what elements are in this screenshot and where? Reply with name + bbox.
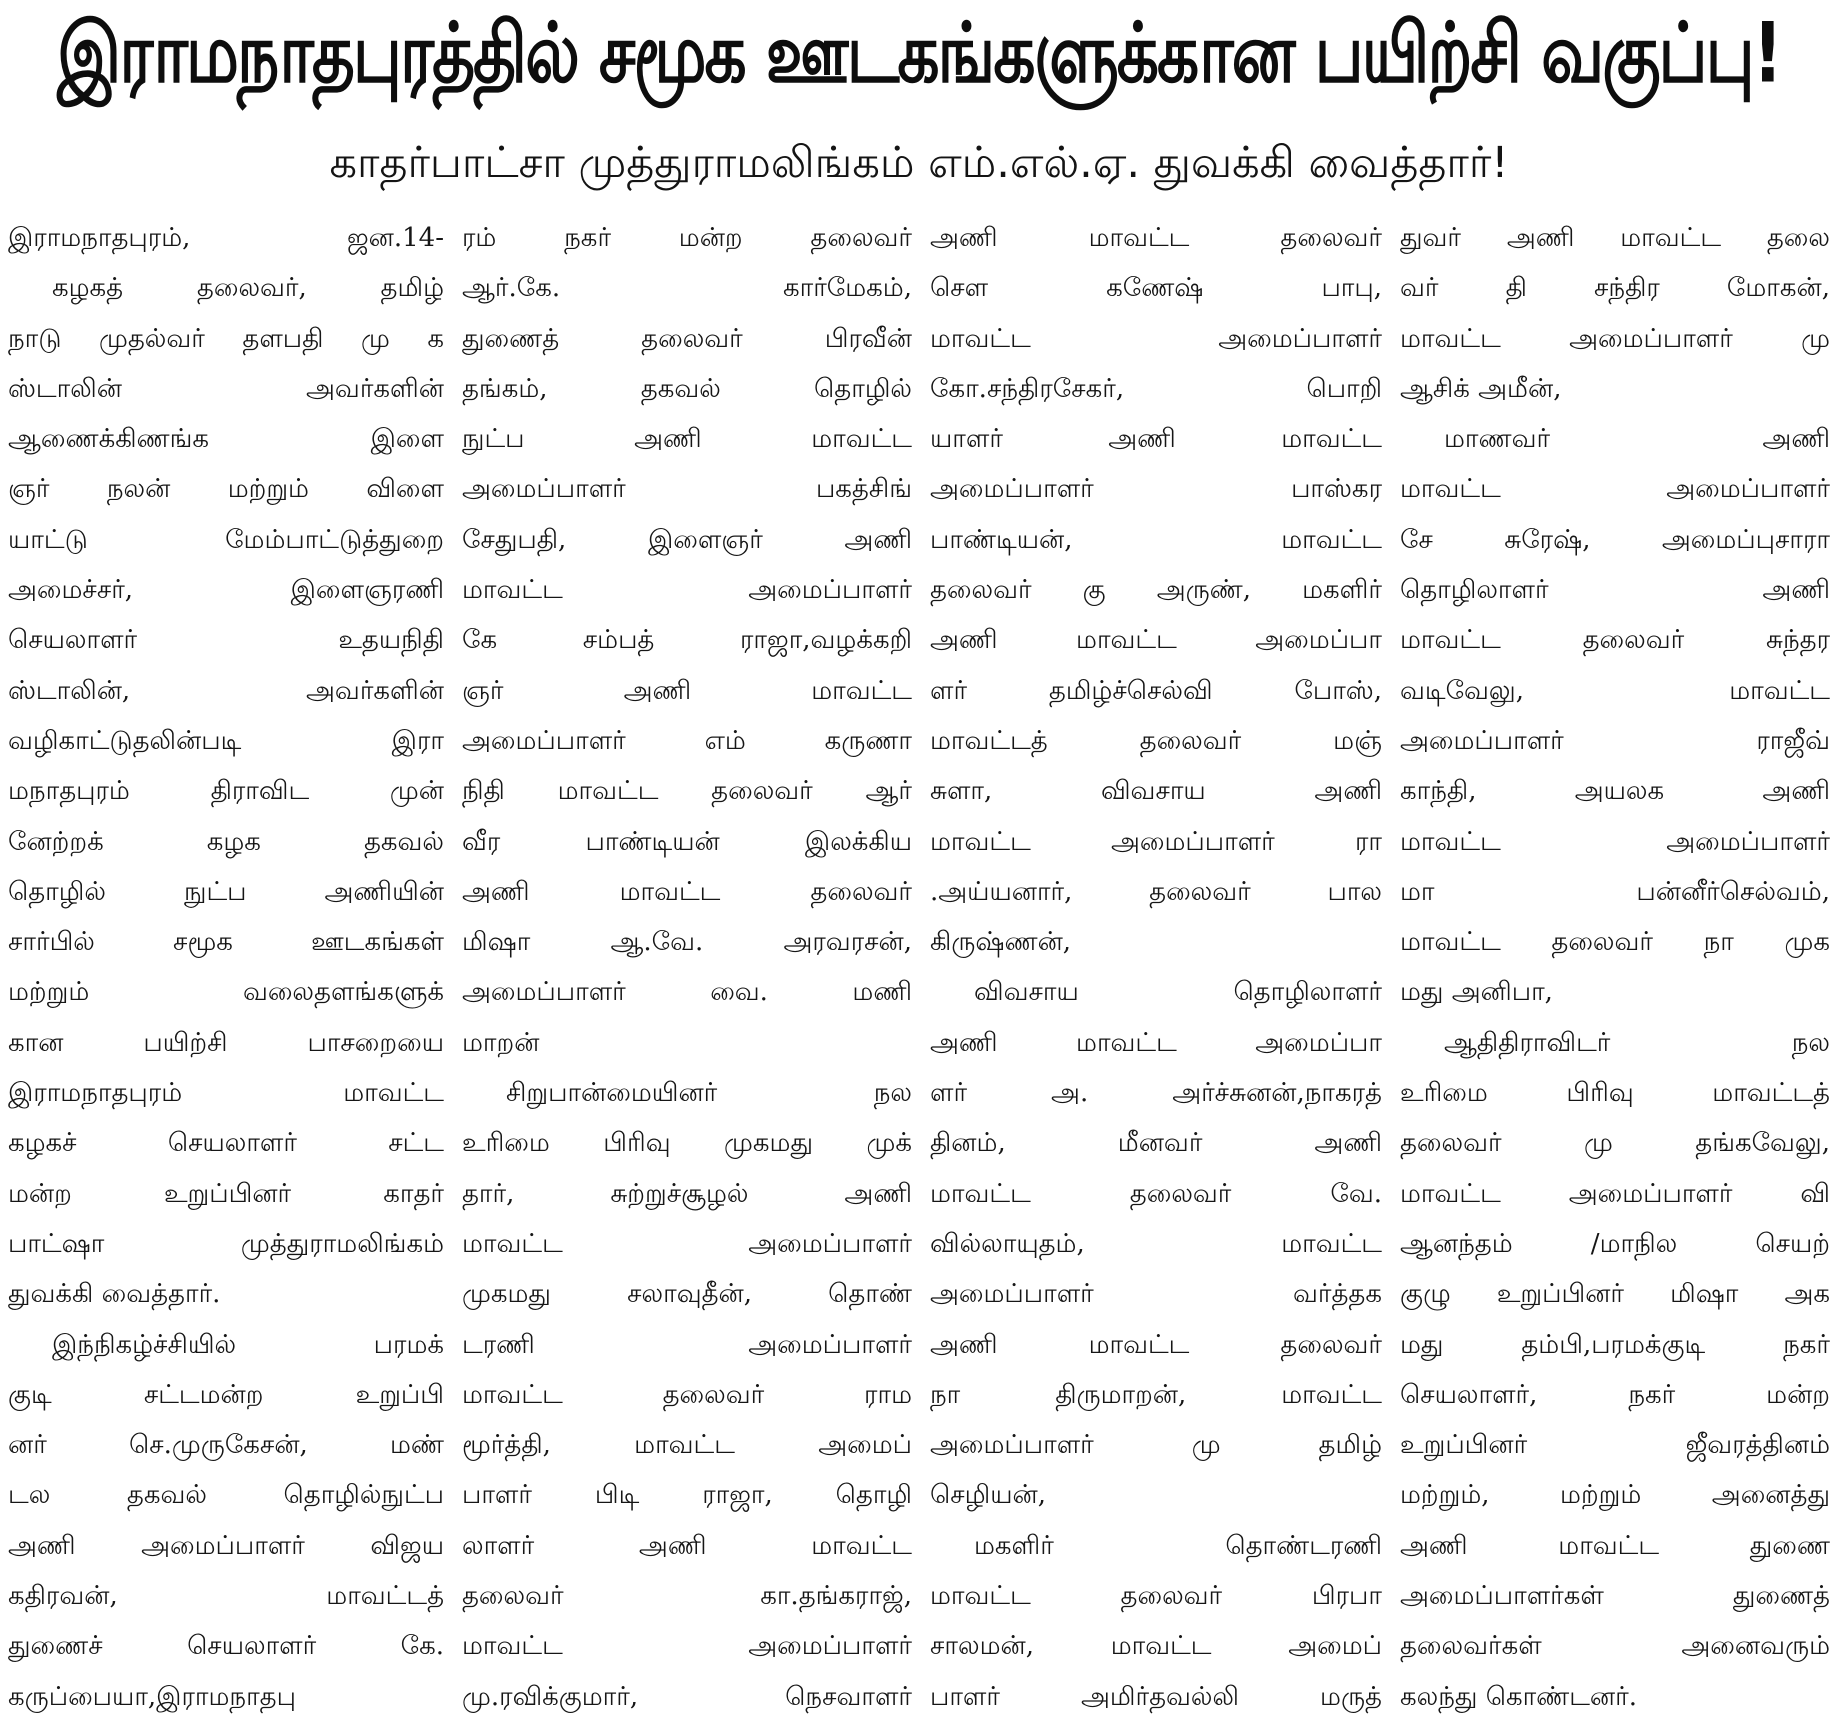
article-text-line: தங்கம், தகவல் தொழில் xyxy=(462,373,912,404)
article-text-line: பாண்டியன், மாவட்ட xyxy=(930,524,1382,555)
article-text-line: கான பயிற்சி பாசறையை xyxy=(8,1027,444,1058)
article-text-line: நுட்ப அணி மாவட்ட xyxy=(462,424,912,455)
article-text-line: இராமநாதபுரம், ஜன.14- xyxy=(8,223,444,253)
article-text-line: மாவட்ட அமைப்பாளர் xyxy=(462,1631,912,1662)
headline: இராமநாதபுரத்தில் சமூக ஊடகங்களுக்கான பயிற்சி வகுப்பு! xyxy=(57,5,1781,102)
article-text-line: செழியன், xyxy=(930,1480,1046,1511)
article-text-line: ஞர் அணி மாவட்ட xyxy=(462,675,912,706)
article-text-line: தொழிலாளர் அணி xyxy=(1400,575,1830,606)
article-text-line: கழகத் தலைவர், தமிழ் xyxy=(52,273,444,304)
article-text-line: கே சம்பத் ராஜா,வழக்கறி xyxy=(462,625,912,656)
article-column-3 xyxy=(930,213,1382,1722)
article-text-line: தலைவர் மு தங்கவேலு, xyxy=(1400,1128,1830,1159)
article-text-line: வர் தி சந்திர மோகன், xyxy=(1400,273,1830,304)
article-text-line: அமைப்பாளர் பாஸ்கர xyxy=(930,474,1382,505)
article-text-line: பாட்ஷா முத்துராமலிங்கம் xyxy=(8,1228,444,1259)
article-text-line: கழகச் செயலாளர் சட்ட xyxy=(8,1128,444,1159)
article-text-line: மாவட்ட அமைப்பாளர் xyxy=(462,575,912,606)
article-text-line: மாவட்ட அமைப்பாளர் xyxy=(930,323,1382,354)
article-text-line: ஸ்டாலின், அவர்களின் xyxy=(8,675,444,706)
article-text-line: அமைப்பாளர் மு தமிழ் xyxy=(930,1430,1382,1461)
article-text-line: மாவட்ட அமைப்பாளர் xyxy=(462,1228,912,1259)
article-text-line: அமைப்பாளர் எம் கருணா xyxy=(462,725,912,756)
article-text-line: அமைப்பாளர் ராஜீவ் xyxy=(1400,725,1830,756)
article-text-line: மிஷா ஆ.வே. அரவரசன், xyxy=(462,927,912,958)
article-text-line: விவசாய தொழிலாளர் xyxy=(974,977,1382,1008)
article-text-line: மாவட்ட தலைவர் பிரபா xyxy=(930,1581,1382,1612)
article-text-line: நிதி மாவட்ட தலைவர் ஆர் xyxy=(462,776,912,807)
article-text-line: மாவட்ட அமைப்பாளர் xyxy=(1400,474,1830,505)
article-text-line: மாவட்ட தலைவர் ராம xyxy=(462,1379,912,1410)
article-text-line: குடி சட்டமன்ற உறுப்பி xyxy=(8,1379,444,1410)
article-text-line: கலந்து கொண்டனர். xyxy=(1400,1681,1637,1712)
article-text-line: டரணி அமைப்பாளர் xyxy=(462,1329,912,1360)
article-text-line: கருப்பையா,இராமநாதபு xyxy=(8,1681,296,1712)
article-text-line: மாவட்டத் தலைவர் மஞ் xyxy=(930,725,1382,756)
article-text-line: ஆணைக்கிணங்க இளை xyxy=(8,424,444,455)
article-text-line: மற்றும் வலைதளங்களுக் xyxy=(8,977,444,1008)
article-text-line: சாலமன், மாவட்ட அமைப் xyxy=(930,1631,1382,1662)
article-text-line: மகளிர் தொண்டரணி xyxy=(974,1530,1382,1561)
article-text-line: தினம், மீனவர் அணி xyxy=(930,1128,1382,1159)
article-text-line: தொழில் நுட்ப அணியின் xyxy=(8,876,444,907)
article-text-line: ஆதிதிராவிடர் நல xyxy=(1444,1027,1830,1058)
article-text-line: வழிகாட்டுதலின்படி இரா xyxy=(8,725,444,756)
article-text-line: மா பன்னீர்செல்வம், xyxy=(1400,876,1830,907)
article-text-line: ஆனந்தம் /மாநில செயற் xyxy=(1400,1228,1830,1259)
article-text-line: மாவட்ட தலைவர் நா முக xyxy=(1400,927,1830,958)
article-column-1 xyxy=(8,213,444,1722)
article-text-line: மது அனிபா, xyxy=(1400,977,1553,1008)
article-text-line: யாளர் அணி மாவட்ட xyxy=(930,424,1382,455)
article-text-line: அணி மாவட்ட தலைவர் xyxy=(930,223,1382,253)
article-column-2 xyxy=(462,213,912,1722)
article-text-line: கதிரவன், மாவட்டத் xyxy=(8,1581,444,1612)
article-text-line: மநாதபுரம் திராவிட முன் xyxy=(8,776,444,807)
article-text-line: முகமது சலாவுதீன், தொண் xyxy=(462,1279,912,1310)
article-text-line: மாவட்ட தலைவர் சுந்தர xyxy=(1400,625,1830,656)
article-text-line: சுளா, விவசாய அணி xyxy=(930,776,1382,807)
article-text-line: அணி மாவட்ட துணை xyxy=(1400,1530,1830,1561)
article-text-line: உரிமை பிரிவு முகமது முக் xyxy=(462,1128,912,1159)
article-text-line: சே சுரேஷ், அமைப்புசாரா xyxy=(1400,524,1830,555)
article-text-line: அமைப்பாளர்கள் துணைத் xyxy=(1400,1581,1830,1612)
article-text-line: இந்நிகழ்ச்சியில் பரமக் xyxy=(52,1329,444,1360)
article-text-line: ளர் தமிழ்ச்செல்வி போஸ், xyxy=(930,675,1382,706)
article-text-line: யாட்டு மேம்பாட்டுத்துறை xyxy=(8,524,444,555)
article-text-line: அணி மாவட்ட அமைப்பா xyxy=(930,1027,1382,1058)
article-text-line: ஸ்டாலின் அவர்களின் xyxy=(8,373,444,404)
article-text-line: செயலாளர், நகர் மன்ற xyxy=(1400,1379,1830,1410)
article-text-line: வில்லாயுதம், மாவட்ட xyxy=(930,1228,1382,1259)
article-text-line: அணி அமைப்பாளர் விஜய xyxy=(8,1530,444,1561)
article-text-line: குழு உறுப்பினர் மிஷா அக xyxy=(1400,1279,1830,1310)
article-text-line: நாடு முதல்வர் தளபதி மு க xyxy=(8,323,444,354)
article-text-line: உறுப்பினர் ஜீவரத்தினம் xyxy=(1400,1430,1830,1461)
article-text-line: பாளர் அமிர்தவல்லி மருத் xyxy=(930,1681,1382,1712)
article-text-line: அமைப்பாளர் வர்த்தக xyxy=(930,1279,1382,1310)
article-text-line: அமைப்பாளர் பகத்சிங் xyxy=(462,474,912,505)
article-text-line: ஞர் நலன் மற்றும் விளை xyxy=(8,474,444,505)
article-text-line: தலைவர் கா.தங்கராஜ், xyxy=(462,1581,912,1612)
article-text-line: தலைவர் கு அருண், மகளிர் xyxy=(930,575,1382,606)
article-text-line: அணி மாவட்ட தலைவர் xyxy=(930,1329,1382,1360)
article-text-line: மூர்த்தி, மாவட்ட அமைப் xyxy=(462,1430,912,1461)
article-text-line: தார், சுற்றுச்சூழல் அணி xyxy=(462,1178,912,1209)
article-text-line: ரம் நகர் மன்ற தலைவர் xyxy=(462,223,912,253)
article-text-line: ஆசிக் அமீன், xyxy=(1400,373,1562,404)
article-text-line: மாவட்ட அமைப்பாளர் ரா xyxy=(930,826,1382,857)
article-text-line: பாளர் பிடி ராஜா, தொழி xyxy=(462,1480,912,1511)
article-text-line: துவர் அணி மாவட்ட தலை xyxy=(1400,223,1830,253)
article-text-line: ளர் அ. அர்ச்சுனன்,நாகரத் xyxy=(930,1078,1382,1109)
article-text-line: .அய்யனார், தலைவர் பால xyxy=(930,876,1382,907)
article-text-line: அணி மாவட்ட அமைப்பா xyxy=(930,625,1382,656)
subheadline: காதர்பாட்சா முத்துராமலிங்கம் எம்.எல்.ஏ. துவக்கி வைத்தார்! xyxy=(329,137,1509,188)
article-text-line: னேற்றக் கழக தகவல் xyxy=(8,826,444,857)
article-text-line: சேதுபதி, இளைஞர் அணி xyxy=(462,524,912,555)
article-text-line: கிருஷ்ணன், xyxy=(930,927,1072,958)
article-text-line: மாறன் xyxy=(462,1027,540,1058)
article-text-line: கோ.சந்திரசேகர், பொறி xyxy=(930,373,1382,404)
article-text-line: மன்ற உறுப்பினர் காதர் xyxy=(8,1178,444,1209)
article-body xyxy=(8,213,1830,1712)
article-text-line: சார்பில் சமூக ஊடகங்கள் xyxy=(8,927,444,958)
article-text-line: மாவட்ட தலைவர் வே. xyxy=(930,1178,1382,1209)
article-text-line: காந்தி, அயலக அணி xyxy=(1400,776,1830,807)
article-text-line: ஆர்.கே. கார்மேகம், xyxy=(462,273,912,304)
article-text-line: செள கணேஷ் பாபு, xyxy=(930,273,1382,304)
article-text-line: மது தம்பி,பரமக்குடி நகர் xyxy=(1400,1329,1830,1360)
article-text-line: தலைவர்கள் அனைவரும் xyxy=(1400,1631,1830,1662)
article-text-line: துணைச் செயலாளர் கே. xyxy=(8,1631,444,1662)
article-text-line: துணைத் தலைவர் பிரவீன் xyxy=(462,323,912,354)
article-text-line: சிறுபான்மையினர் நல xyxy=(506,1078,912,1109)
article-text-line: லாளர் அணி மாவட்ட xyxy=(462,1530,912,1561)
article-column-4 xyxy=(1400,213,1830,1722)
article-text-line: அமைப்பாளர் வை. மணி xyxy=(462,977,912,1008)
article-text-line: அமைச்சர், இளைஞரணி xyxy=(8,575,444,606)
article-text-line: மாணவர் அணி xyxy=(1444,424,1830,455)
article-text-line: வடிவேலு, மாவட்ட xyxy=(1400,675,1830,706)
article-text-line: னர் செ.முருகேசன், மண் xyxy=(8,1430,444,1461)
article-text-line: அணி மாவட்ட தலைவர் xyxy=(462,876,912,907)
article-text-line: துவக்கி வைத்தார். xyxy=(8,1279,221,1310)
article-text-line: வீர பாண்டியன் இலக்கிய xyxy=(462,826,912,857)
article-text-line: மாவட்ட அமைப்பாளர் xyxy=(1400,826,1830,857)
article-text-line: மாவட்ட அமைப்பாளர் வி xyxy=(1400,1178,1830,1209)
article-text-line: டல தகவல் தொழில்நுட்ப xyxy=(8,1480,444,1511)
article-text-line: உரிமை பிரிவு மாவட்டத் xyxy=(1400,1078,1830,1109)
article-text-line: மற்றும், மற்றும் அனைத்து xyxy=(1400,1480,1830,1511)
article-text-line: நா திருமாறன், மாவட்ட xyxy=(930,1379,1382,1410)
article-text-line: இராமநாதபுரம் மாவட்ட xyxy=(8,1078,444,1109)
article-text-line: மாவட்ட அமைப்பாளர் மு xyxy=(1400,323,1830,354)
article-text-line: மு.ரவிக்குமார், நெசவாளர் xyxy=(462,1681,912,1712)
article-text-line: செயலாளர் உதயநிதி xyxy=(8,625,444,656)
